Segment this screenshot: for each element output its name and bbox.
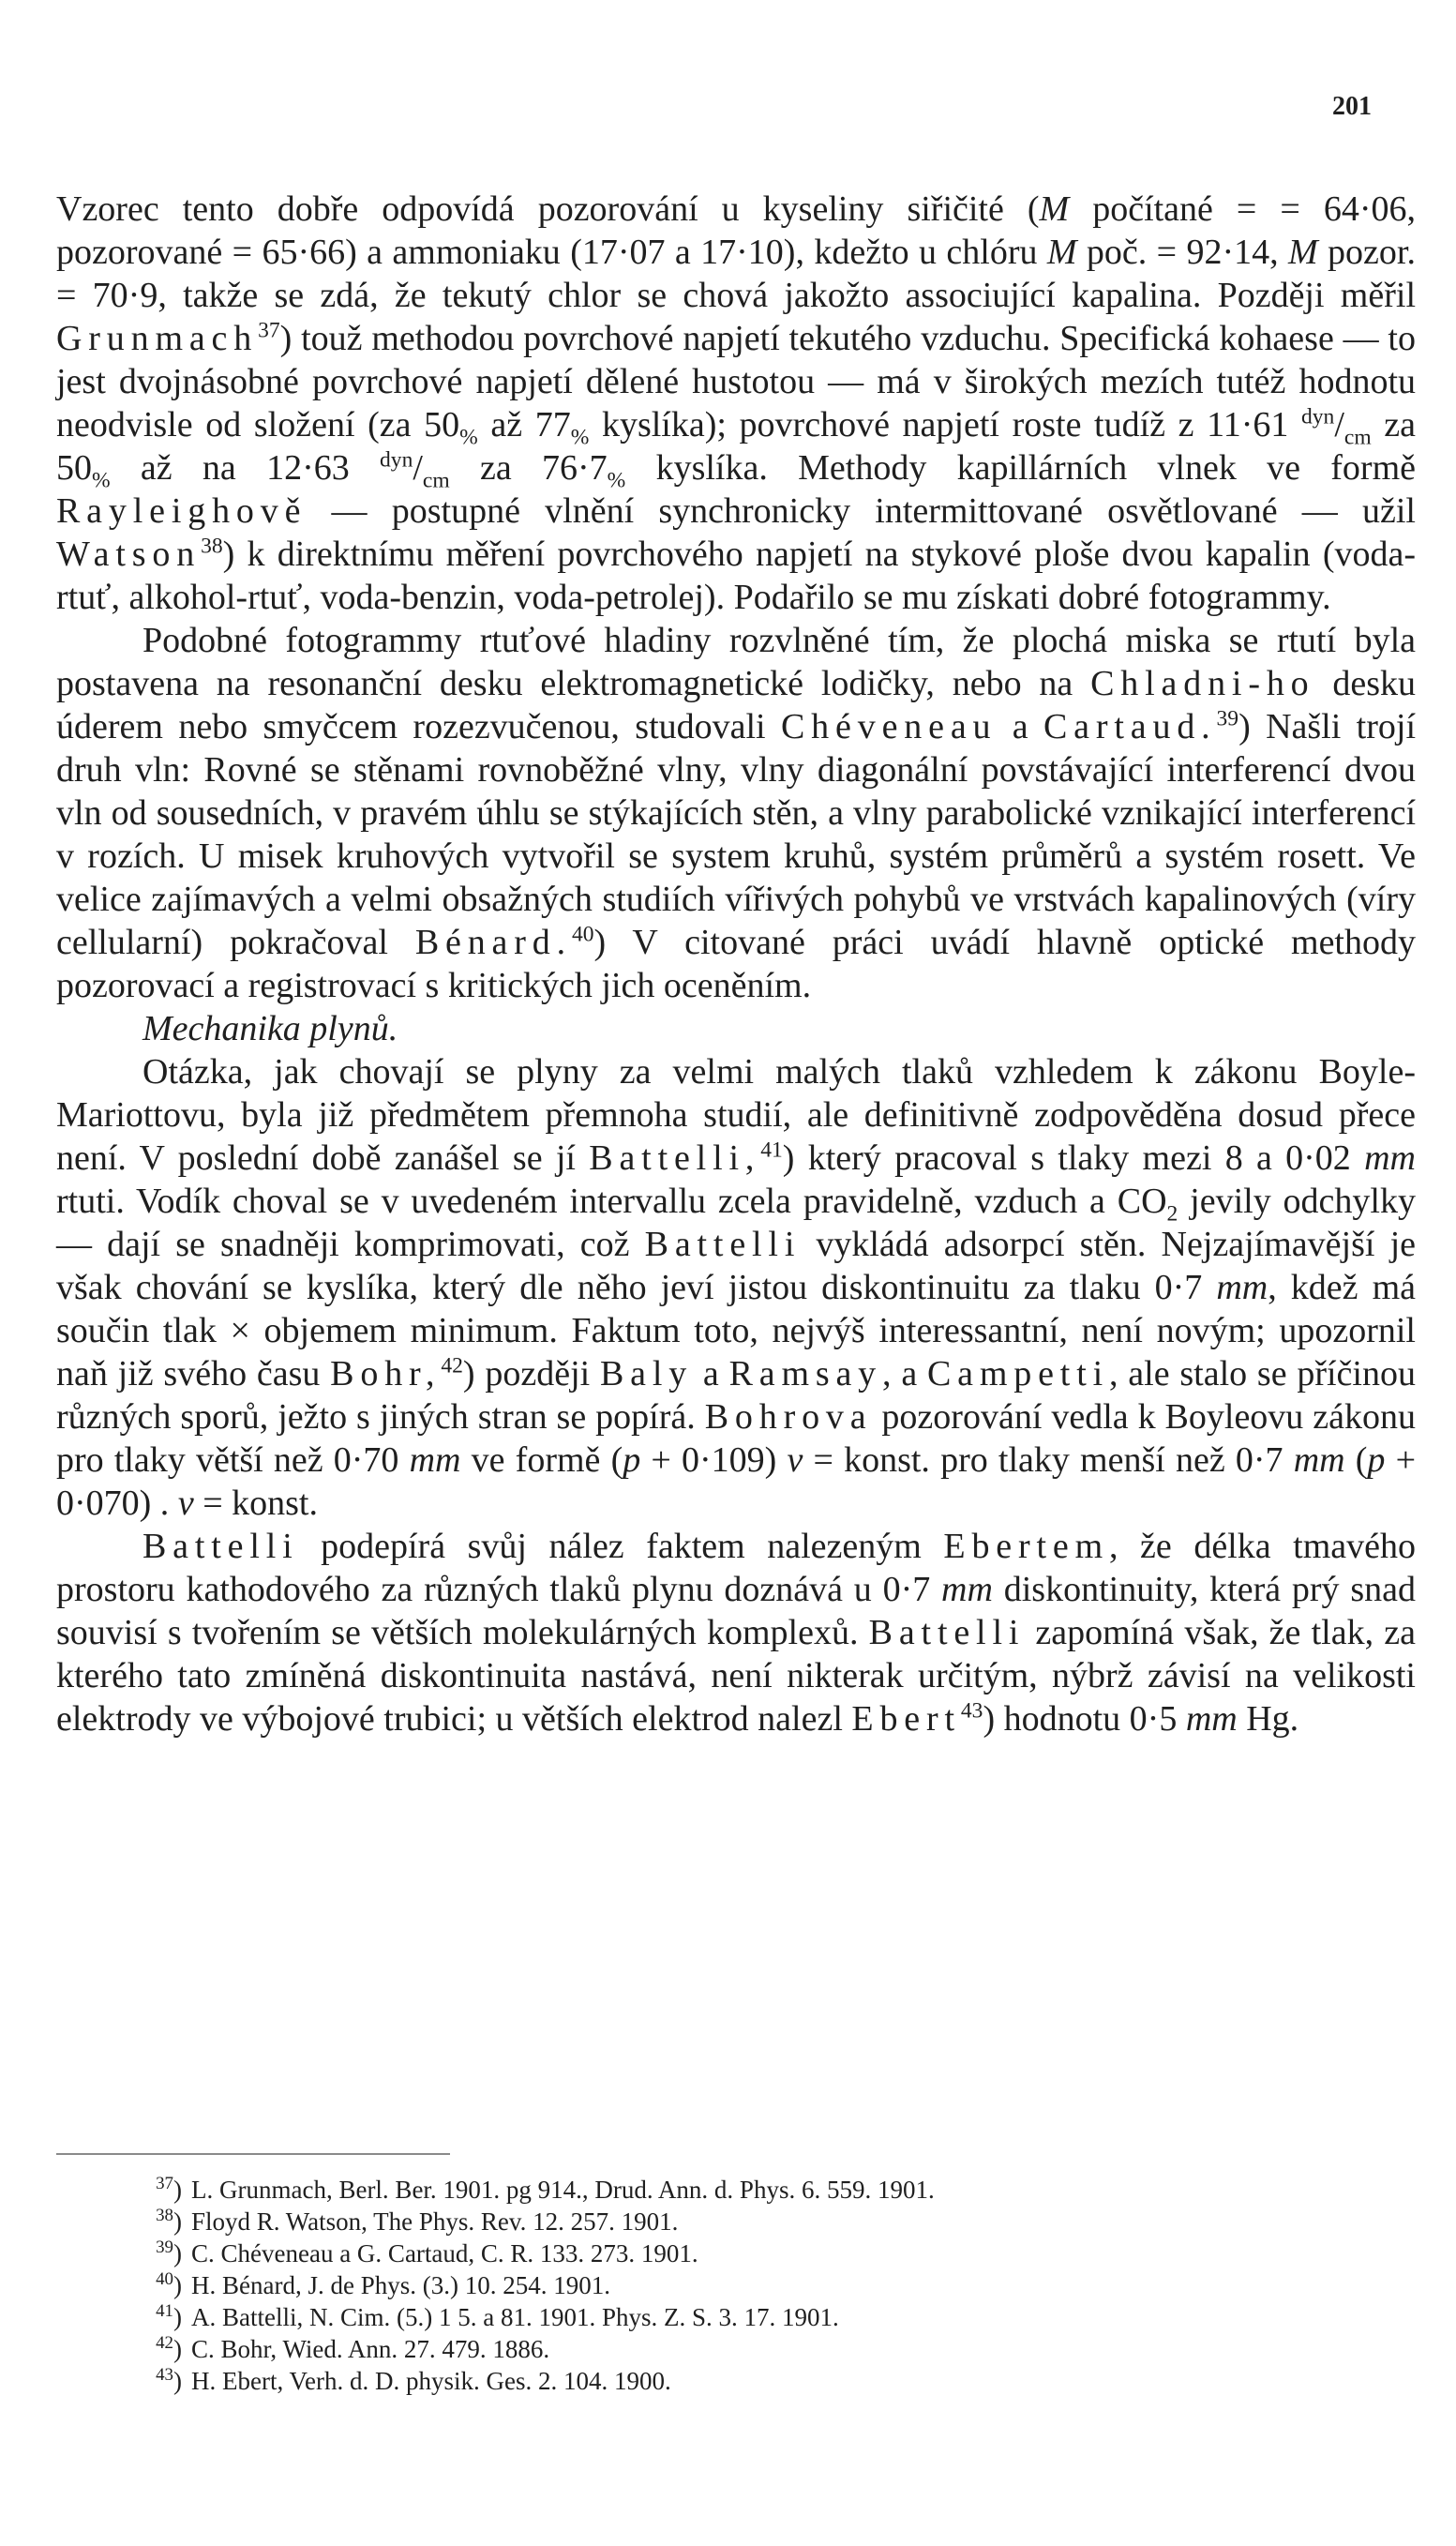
author-name: Battelli, (589, 1138, 761, 1178)
footnote-item: $^{39}$) C. Chéveneau a G. Cartaud, C. R. 133. 273. 1901. (156, 2237, 698, 2267)
author-name: Rayleighově (56, 491, 308, 531)
footnote-item: $^{43}$) H. Ebert, Verh. d. D. physik. Ges. 2. 104. 1900. (156, 2365, 671, 2395)
footnote-ref: 42 (441, 1353, 463, 1378)
footnote-ref: 37 (258, 318, 280, 343)
footnote-ref: 41 (760, 1137, 783, 1163)
paragraph-3: Otázka, jak chovají se plyny za velmi malých tlaků vzhledem k zákonu Boyle-Mariottovu, byla již předmětem přemnoha studií, ale definitivně zodpověděna dosud přece není. V poslední době zanášel se jí Battelli,$^{41}$) který pracoval s tlaky mezi 8 a 0·02 mm rtuti. Vodík choval se v uvedeném intervallu zcela pravidelně, vzduch a $CO_2$ jevily odchylky — dají se snadněji komprimovati, což Battelli vykládá adsorpcí stěn. Nejzajímavější je však chování se kyslíka, který dle něho jeví jistou diskontinuitu za tlaku 0·7 mm, kdež má součin tlak × objemem minimum. Faktum toto, nejvýš interessantní, není novým; upozornil naň již svého času Bohr,$^{42}$) později Baly a Ramsay, a Campetti, ale stalo se příčinou různých sporů, ježto s jiných stran se popírá. Bohrova pozorování vedla k Boyleovu zákonu pro tlaky větší než 0·70 mm ve formě (p + 0·109) v = konst. pro tlaky menší než 0·7 mm (p + 0·070) . v = konst. (56, 1052, 1417, 1523)
footnote-item: $^{37}$) L. Grunmach, Berl. Ber. 1901. pg 914., Drud. Ann. d. Phys. 6. 559. 1901. (156, 2174, 935, 2204)
author-name: Bénard. (414, 923, 572, 962)
footnote-divider (56, 2153, 450, 2155)
author-name: Campetti (926, 1354, 1109, 1394)
author-name: Baly (599, 1354, 694, 1394)
footnote-item: $^{40}$) H. Bénard, J. de Phys. (3.) 10. 254. 1901. (156, 2269, 610, 2299)
footnote-item: $^{38}$) Floyd R. Watson, The Phys. Rev. 12. 257. 1901. (156, 2206, 679, 2236)
author-name: Chladni-ho (1090, 664, 1315, 703)
author-name: Grunmach (56, 319, 259, 358)
footnote-ref: 39 (1216, 706, 1239, 731)
footnote-ref: 40 (571, 922, 594, 947)
footnote-item: $^{41}$) A. Battelli, N. Cim. (5.) 1 5. a 81. 1901. Phys. Z. S. 3. 17. 1901. (156, 2301, 839, 2331)
author-name: Bohr, (330, 1354, 442, 1394)
footnotes (141, 2174, 1406, 2397)
author-name: Ramsay (728, 1354, 883, 1394)
page-number: 201 (1332, 92, 1372, 121)
author-name: Battelli (868, 1613, 1026, 1652)
author-name: Ebertem (943, 1527, 1109, 1566)
author-name: Bohrova (704, 1397, 873, 1437)
article-body (56, 188, 1416, 1740)
footnote-ref: 43 (960, 1698, 983, 1724)
paragraph-2: Podobné fotogrammy rtuťové hladiny rozvlněné tím, že plochá miska se rtutí byla postavena na resonanční desku elektromagnetické lodičky, nebo na Chladni-ho desku úderem nebo smyčcem rozezvučenou, studovali Chéveneau a Cartaud.$^{39}$) Našli trojí druh vln: Rovné se stěnami rovnoběžné vlny, vlny diagonální povstávající interferencí dvou vln od sousedních, v pravém úhlu se stýkajících stěn, a vlny parabolické vznikající interferencí v rozích. U misek kruhových vytvořil se system kruhů, systém průměrů a systém rosett. Ve velice zajímavých a velmi obsažných studiích vířivých pohybů ve vrstvách kapalinových (víry cellularní) pokračoval Bénard.$^{40}$) V citované práci uvádí hlavně optické methody pozorovací a registrovací s kritických jich oceněním. (56, 621, 1417, 1005)
author-name: Ebert (851, 1699, 961, 1739)
section-heading: Mechanika plynů. (143, 1009, 398, 1048)
paragraph-1: Vzorec tento dobře odpovídá pozorování u kyseliny siřičité (M počítané = = 64·06, pozorované = 65·66) a ammoniaku (17·07 a 17·10), kdežto u chlóru M poč. = 92·14, M pozor. = 70·9, takže se zdá, že tekutý chlor se chová jakožto associující kapalina. Později měřil Grunmach$^{37}$) touž methodou povrchové napjetí tekutého vzduchu. Specifická kohaese — to jest dvojnásobné povrchové napjetí dělené hustotou — má v širokých mezích tutéž hodnotu neodvisle od složení (za $50_{\%}$ až $77_{\%}$ kyslíka); povrchové napjetí roste tudíž z 11·61 $^{dyn}/_{cm}$ za $50_{\%}$ až na 12·63 $^{dyn}/_{cm}$ za $76\cdot 7_{\%}$ kyslíka. Methody kapillárních vlnek ve formě Rayleighově — postupné vlnění synchronicky intermittované osvětlované — užil Watson$^{38}$) k direktnímu měření povrchového napjetí na stykové ploše dvou kapalin (voda-rtuť, alkohol-rtuť, voda-benzin, voda-petrolej). Podařilo se mu získati dobré fotogrammy. (56, 189, 1417, 617)
paragraph-4: Battelli podepírá svůj nález faktem nalezeným Ebertem, že délka tmavého prostoru kathodového za různých tlaků plynu doznává u 0·7 mm diskontinuity, která prý snad souvisí s tvořením se větších molekulárných komplexů. Battelli zapomíná však, že tlak, za kterého tato zmíněná diskontinuita nastává, není nikterak určitým, nýbrž závisí na velikosti elektrody ve výbojové trubici; u větších elektrod nalezl Ebert$^{43}$) hodnotu 0·5 mm Hg. (56, 1527, 1417, 1739)
footnote-item: $^{42}$) C. Bohr, Wied. Ann. 27. 479. 1886. (156, 2333, 550, 2363)
author-name: Cartaud. (1043, 707, 1217, 746)
author-name: Battelli (143, 1527, 299, 1566)
author-name: Chéveneau (781, 707, 998, 746)
footnote-ref: 38 (201, 534, 223, 559)
author-name: Battelli (644, 1225, 802, 1264)
author-name: Watson (56, 535, 202, 574)
